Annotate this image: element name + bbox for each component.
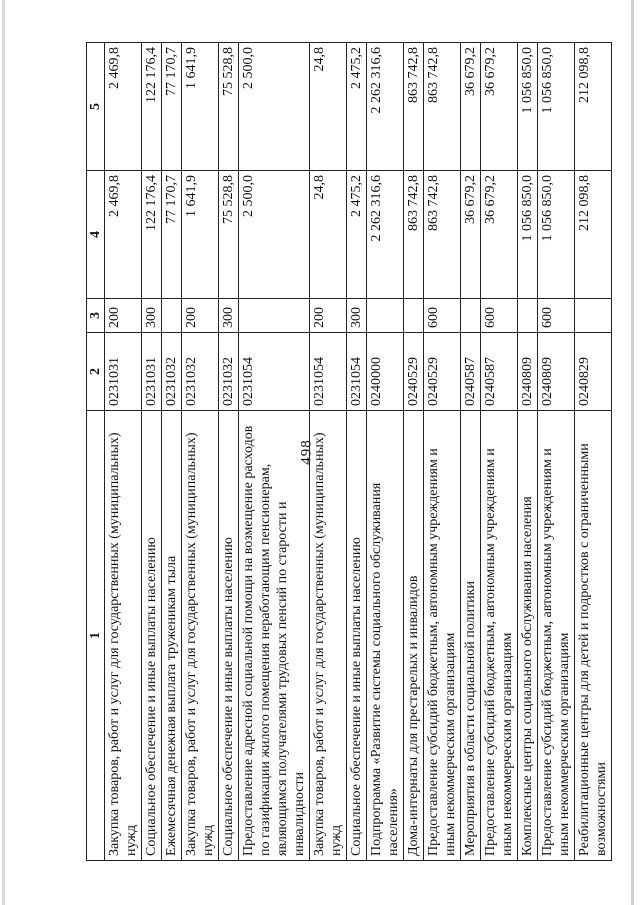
row-code-cell: 0231031	[142, 333, 162, 411]
row-name-cell: Дома-интернаты для престарелых и инвалидов	[404, 411, 424, 861]
row-value-5-cell: 36 679,2	[461, 43, 481, 171]
row-vr-cell	[404, 299, 424, 333]
row-value-5-cell: 1 641,9	[182, 43, 219, 171]
header-col-1: 1	[87, 411, 105, 861]
row-value-5-cell: 2 500,0	[239, 43, 310, 171]
header-col-4: 4	[87, 171, 105, 299]
row-name-cell: Предоставление субсидий бюджетным, автономным учреждениям и иным некоммерческим организациям	[538, 411, 575, 861]
row-vr-cell	[239, 299, 310, 333]
row-name-cell: Подпрограмма «Развитие системы социального обслуживания населения»	[367, 411, 404, 861]
row-name-cell: Социальное обеспечение и иные выплаты населению	[142, 411, 162, 861]
row-name-cell: Социальное обеспечение и иные выплаты населению	[219, 411, 239, 861]
row-value-5-cell: 863 742,8	[404, 43, 424, 171]
row-code-cell: 0240829	[575, 333, 612, 411]
row-value-5-cell: 2 469,8	[105, 43, 142, 171]
row-value-5-cell: 75 528,8	[219, 43, 239, 171]
row-vr-cell	[575, 299, 612, 333]
row-vr-cell: 600	[538, 299, 575, 333]
row-name-cell: Реабилитационные центры для детей и подростков с ограниченными возможностями	[575, 411, 612, 861]
row-value-4-cell: 863 742,8	[404, 171, 424, 299]
row-value-4-cell: 36 679,2	[481, 171, 518, 299]
row-vr-cell: 300	[219, 299, 239, 333]
table-row	[162, 43, 182, 861]
table-row	[219, 43, 239, 861]
row-value-5-cell: 863 742,8	[424, 43, 461, 171]
row-value-5-cell: 36 679,2	[481, 43, 518, 171]
row-vr-cell: 200	[310, 299, 347, 333]
row-name-cell: Закупка товаров, работ и услуг для государственных (муниципальных) нужд	[182, 411, 219, 861]
row-name-cell: Социальное обеспечение и иные выплаты населению	[347, 411, 367, 861]
row-value-5-cell: 24,8	[310, 43, 347, 171]
table-row	[182, 43, 219, 861]
row-vr-cell: 600	[424, 299, 461, 333]
row-value-4-cell: 212 098,8	[575, 171, 612, 299]
row-name-cell: Предоставление субсидий бюджетным, автономным учреждениям и иным некоммерческим организациям	[481, 411, 518, 861]
row-value-5-cell: 1 056 850,0	[518, 43, 538, 171]
row-value-4-cell: 1 641,9	[182, 171, 219, 299]
row-vr-cell	[461, 299, 481, 333]
table-row	[424, 43, 461, 861]
table-row	[105, 43, 142, 861]
row-value-4-cell: 2 500,0	[239, 171, 310, 299]
row-value-4-cell: 75 528,8	[219, 171, 239, 299]
row-code-cell: 0240587	[481, 333, 518, 411]
row-value-4-cell: 122 176,4	[142, 171, 162, 299]
row-value-5-cell: 2 475,2	[347, 43, 367, 171]
row-vr-cell: 300	[142, 299, 162, 333]
row-vr-cell: 300	[347, 299, 367, 333]
row-code-cell: 0240529	[424, 333, 461, 411]
row-name-cell: Предоставление адресной социальной помощи на возмещение расходов по газификации жилого помещения неработающим пенсионерам, являющимся получателями трудовых пенсий по старости и инвалидности	[239, 411, 310, 861]
row-value-4-cell: 77 170,7	[162, 171, 182, 299]
table-header-row	[87, 43, 105, 861]
row-value-4-cell: 36 679,2	[461, 171, 481, 299]
header-col-5: 5	[87, 43, 105, 171]
table-row	[239, 43, 310, 861]
table-body	[105, 43, 612, 861]
row-value-4-cell: 2 475,2	[347, 171, 367, 299]
row-value-4-cell: 24,8	[310, 171, 347, 299]
table-row	[367, 43, 404, 861]
row-vr-cell	[162, 299, 182, 333]
row-value-4-cell: 1 056 850,0	[518, 171, 538, 299]
row-code-cell: 0240529	[404, 333, 424, 411]
table-row	[142, 43, 162, 861]
table-row	[461, 43, 481, 861]
header-col-3: 3	[87, 299, 105, 333]
row-value-4-cell: 863 742,8	[424, 171, 461, 299]
row-name-cell: Закупка товаров, работ и услуг для государственных (муниципальных) нужд	[310, 411, 347, 861]
row-code-cell: 0231032	[219, 333, 239, 411]
row-name-cell: Ежемесячная денежная выплата труженикам тыла	[162, 411, 182, 861]
row-code-cell: 0231032	[182, 333, 219, 411]
row-code-cell: 0231054	[347, 333, 367, 411]
row-vr-cell: 600	[481, 299, 518, 333]
row-value-4-cell: 2 469,8	[105, 171, 142, 299]
row-vr-cell	[518, 299, 538, 333]
row-vr-cell: 200	[182, 299, 219, 333]
table-row	[518, 43, 538, 861]
row-value-4-cell: 2 262 316,6	[367, 171, 404, 299]
row-value-5-cell: 77 170,7	[162, 43, 182, 171]
table-row	[310, 43, 347, 861]
row-code-cell: 0240000	[367, 333, 404, 411]
row-value-5-cell: 2 262 316,6	[367, 43, 404, 171]
row-code-cell: 0240587	[461, 333, 481, 411]
row-vr-cell	[367, 299, 404, 333]
row-name-cell: Закупка товаров, работ и услуг для государственных (муниципальных) нужд	[105, 411, 142, 861]
row-vr-cell: 200	[105, 299, 142, 333]
row-value-5-cell: 122 176,4	[142, 43, 162, 171]
row-name-cell: Мероприятия в области социальной политики	[461, 411, 481, 861]
row-code-cell: 0240809	[538, 333, 575, 411]
row-value-4-cell: 1 056 850,0	[538, 171, 575, 299]
row-code-cell: 0231031	[105, 333, 142, 411]
row-code-cell: 0231054	[239, 333, 310, 411]
table-row	[538, 43, 575, 861]
table-row	[347, 43, 367, 861]
table-row	[575, 43, 612, 861]
row-value-5-cell: 1 056 850,0	[538, 43, 575, 171]
row-name-cell: Комплексные центры социального обслуживания населения	[518, 411, 538, 861]
row-code-cell: 0240809	[518, 333, 538, 411]
rotated-table-container	[86, 43, 609, 861]
table-row	[481, 43, 518, 861]
header-col-2: 2	[87, 333, 105, 411]
row-code-cell: 0231032	[162, 333, 182, 411]
budget-table	[86, 42, 612, 861]
row-value-5-cell: 212 098,8	[575, 43, 612, 171]
row-name-cell: Предоставление субсидий бюджетным, автономным учреждениям и иным некоммерческим организациям	[424, 411, 461, 861]
table-row	[404, 43, 424, 861]
page-number: 498	[298, 439, 315, 465]
row-code-cell: 0231054	[310, 333, 347, 411]
